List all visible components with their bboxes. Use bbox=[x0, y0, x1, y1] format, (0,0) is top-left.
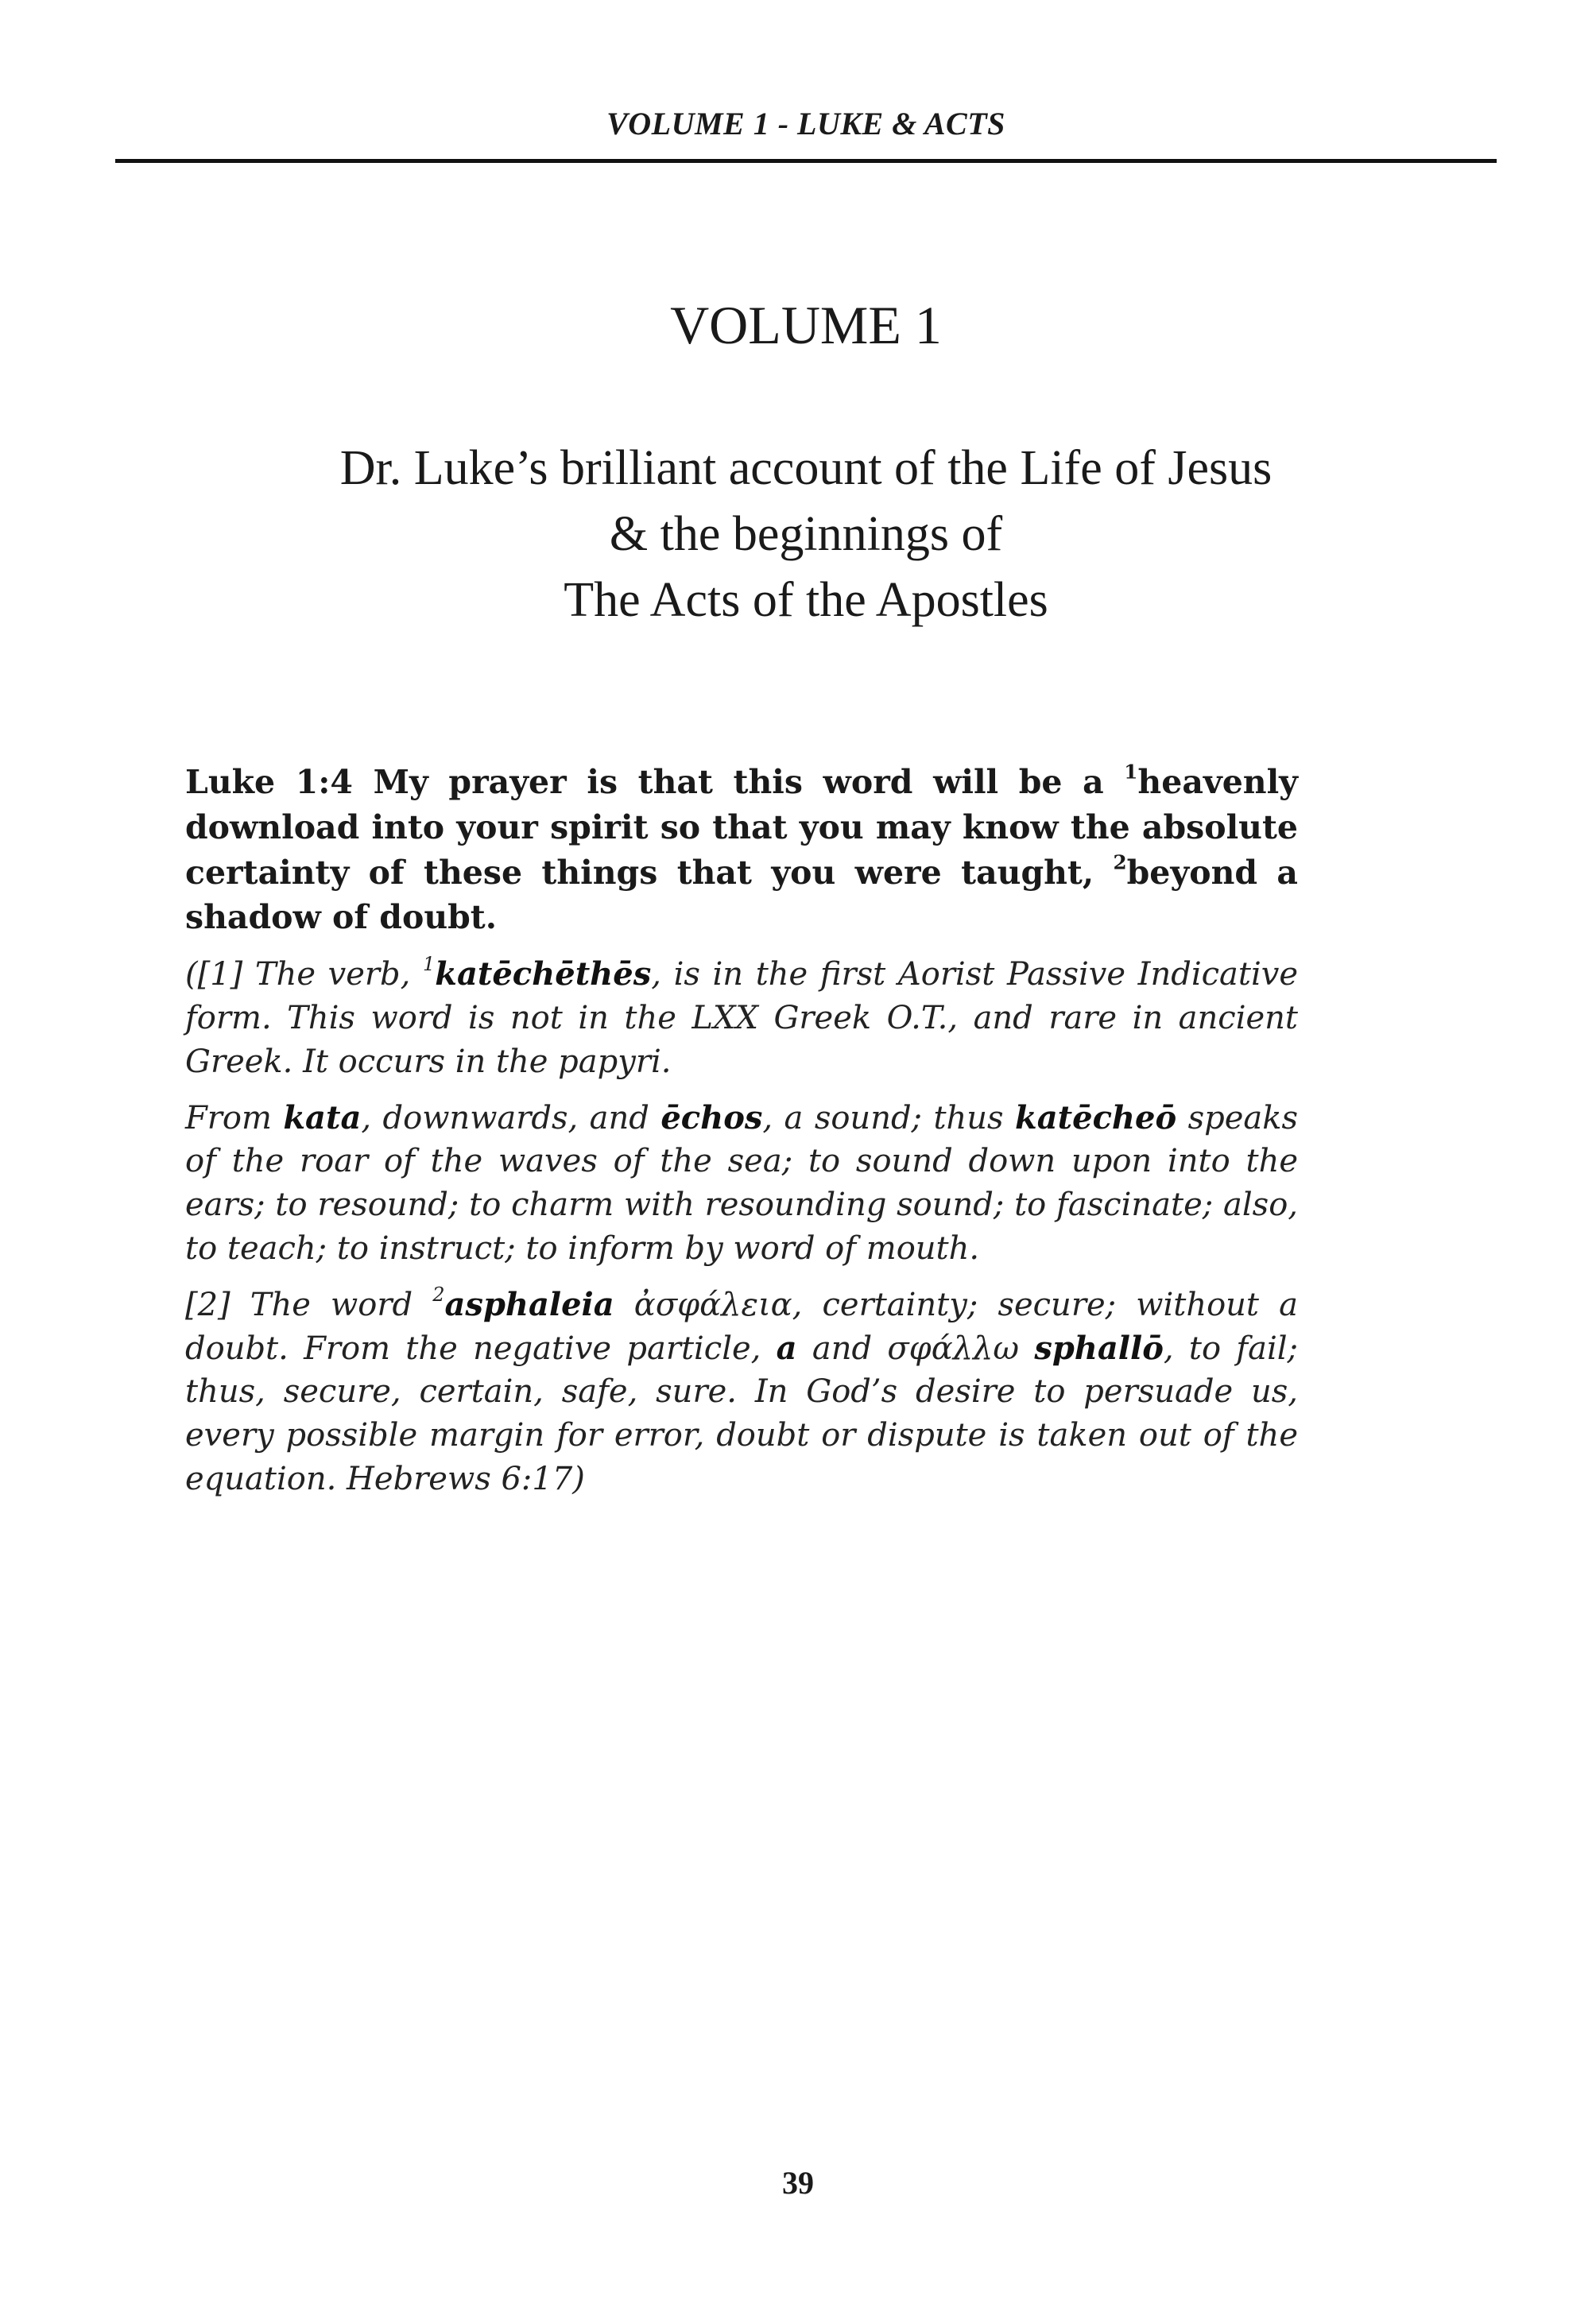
subtitle-line-3: The Acts of the Apostles bbox=[564, 573, 1048, 628]
footnote-1 bbox=[185, 953, 1298, 1083]
note1-term: katēchēthēs bbox=[435, 955, 652, 993]
running-head: VOLUME 1 - LUKE & ACTS bbox=[606, 106, 1005, 141]
note3-greek-asphaleia: ἀσφάλεια bbox=[614, 1286, 792, 1323]
volume-title: VOLUME 1 bbox=[670, 295, 942, 355]
note3-term-a: a bbox=[776, 1329, 797, 1367]
subtitle-line-2: & the beginnings of bbox=[609, 507, 1003, 562]
note2-text-2: , downwards, and bbox=[361, 1099, 661, 1136]
volume-subtitle bbox=[115, 436, 1497, 633]
note3-term-asphaleia: asphaleia bbox=[444, 1285, 614, 1323]
verse-text-2: heavenly download into your spirit so that you may know the absolute certainty of these things that you were taught, bbox=[185, 763, 1298, 892]
note3-text-4 bbox=[1019, 1330, 1034, 1367]
note1-marker: 1 bbox=[422, 953, 436, 976]
note2-text-1: From bbox=[185, 1099, 284, 1136]
note2-text-4: speaks of the roar of the waves of the sea; to sound down upon into the ears; to resound; to charm with resounding sound; to fascinate; also, to teach; to instruct; to inform by word of mouth. bbox=[185, 1099, 1298, 1267]
scripture-verse bbox=[185, 760, 1298, 940]
subtitle-line-1: Dr. Luke’s brilliant account of the Life of Jesus bbox=[339, 441, 1273, 495]
verse-text-3: beyond a shadow of doubt. bbox=[185, 853, 1298, 937]
footnote-marker-1: 1 bbox=[1124, 760, 1138, 784]
note2-text-3: , a sound; thus bbox=[762, 1099, 1016, 1136]
note3-term-sphallo: sphallō bbox=[1034, 1329, 1164, 1367]
page-number: 39 bbox=[782, 2165, 814, 2201]
note1-text-2: , is in the first Aorist Passive Indicative form. This word is not in the LXX Greek O.T., and rare in ancient Greek. It occurs in the papyri. bbox=[185, 956, 1299, 1080]
note3-text-3: and bbox=[796, 1330, 888, 1367]
footnote-2 bbox=[185, 1284, 1298, 1501]
note3-text-5: , to fail; thus, secure, certain, safe, sure. In God’s desire to persuade us, every possible margin for error, doubt or dispute is taken out of the equation. Hebrews 6:17) bbox=[185, 1330, 1299, 1497]
footnote-1-etymology bbox=[185, 1097, 1298, 1271]
footnote-marker-2: 2 bbox=[1113, 850, 1127, 874]
note2-term-echos: ēchos bbox=[660, 1098, 763, 1136]
note2-term-kata: kata bbox=[283, 1098, 362, 1136]
note3-text-1: [2] The word bbox=[185, 1286, 433, 1323]
commentary-body bbox=[185, 760, 1298, 1514]
verse-text-1: Luke 1:4 My prayer is that this word will be a bbox=[185, 763, 1125, 801]
note2-term-katecheo: katēcheō bbox=[1015, 1098, 1177, 1136]
note3-text-2: , certainty; secure; without a doubt. From the negative particle, bbox=[185, 1286, 1298, 1367]
note1-text-1: ([1] The verb, bbox=[185, 956, 423, 993]
note3-marker: 2 bbox=[432, 1283, 445, 1306]
header-rule bbox=[115, 159, 1497, 163]
note3-greek-sphallo: σφάλλω bbox=[887, 1330, 1020, 1367]
